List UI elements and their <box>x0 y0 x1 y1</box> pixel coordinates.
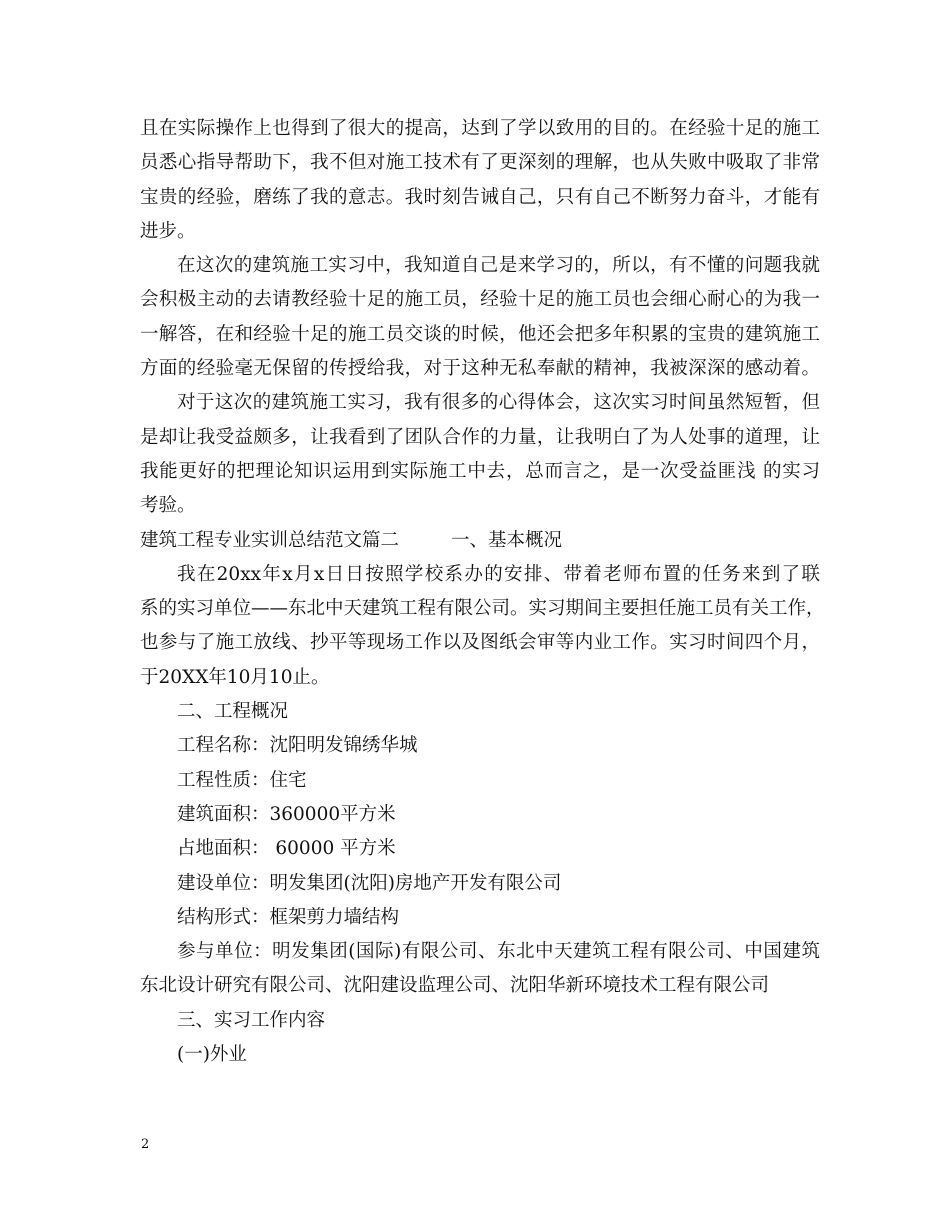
text-line: 一解答，在和经验十足的施工员交谈的时候，他还会把多年积累的宝贵的建筑施工 <box>140 323 820 345</box>
text-line: 进步。 <box>140 220 196 242</box>
text-line: 员悉心指导帮助下，我不但对施工技术有了更深刻的理解，也从失败中吸取了非常 <box>140 152 820 174</box>
text-line: 也参与了施工放线、抄平等现场工作以及图纸会审等内业工作。实习时间四个月， <box>140 632 820 654</box>
text-line: 是却让我受益颇多，让我看到了团队合作的力量，让我明白了为人处事的道理，让 <box>140 426 820 448</box>
section-heading: 一、基本概况 <box>451 529 563 551</box>
paragraph-first-line: 我在20xx年x月x日日按照学校系办的安排、带着老师布置的任务来到了联 <box>177 563 820 585</box>
text-line: 方面的经验毫无保留的传授给我，对于这种无私奉献的精神，我被深深的感动着。 <box>140 358 820 380</box>
subsection-heading: (一)外业 <box>177 1044 247 1066</box>
construction-unit: 建设单位：明发集团(沈阳)房地产开发有限公司 <box>177 872 562 894</box>
text-line: 于20XX年10月10止。 <box>140 666 330 688</box>
document-body <box>140 112 825 1072</box>
structure-form: 结构形式：框架剪力墙结构 <box>177 906 400 928</box>
text-line: 会积极主动的去请教经验十足的施工员，经验十足的施工员也会细心耐心的为我一 <box>140 289 820 311</box>
project-type: 工程性质：住宅 <box>177 769 307 791</box>
text-line: 宝贵的经验，磨练了我的意志。我时刻告诫自己，只有自己不断努力奋斗，才能有 <box>140 186 820 208</box>
paragraph-first-line: 在这次的建筑施工实习中，我知道自己是来学习的，所以，有不懂的问题我就 <box>177 255 820 277</box>
section-heading-line <box>140 524 820 558</box>
text-line: 东北设计研究有限公司、沈阳建设监理公司、沈阳华新环境技术工程有限公司 <box>140 975 770 997</box>
text-line: 且在实际操作上也得到了很大的提高，达到了学以致用的目的。在经验十足的施工 <box>140 118 820 139</box>
text-line: 系的实习单位——东北中天建筑工程有限公司。实习期间主要担任施工员有关工作， <box>140 598 825 620</box>
text-line: 我能更好的把理论知识运用到实际施工中去，总而言之，是一次受益匪浅 的实习 <box>140 460 820 482</box>
page-number: 2 <box>141 1137 150 1152</box>
land-area: 占地面积： 60000 平方米 <box>177 838 396 860</box>
section-heading: 二、工程概况 <box>177 701 289 723</box>
section-heading: 三、实习工作内容 <box>177 1009 326 1031</box>
project-name: 工程名称：沈阳明发锦绣华城 <box>177 735 418 757</box>
building-area: 建筑面积：360000平方米 <box>177 803 396 825</box>
participating-units: 参与单位：明发集团(国际)有限公司、东北中天建筑工程有限公司、中国建筑 <box>177 941 820 963</box>
text-line: 考验。 <box>140 495 196 517</box>
article-title: 建筑工程专业实训总结范文篇二 <box>140 529 400 551</box>
paragraph-first-line: 对于这次的建筑施工实习，我有很多的心得体会，这次实习时间虽然短暂，但 <box>177 392 820 414</box>
